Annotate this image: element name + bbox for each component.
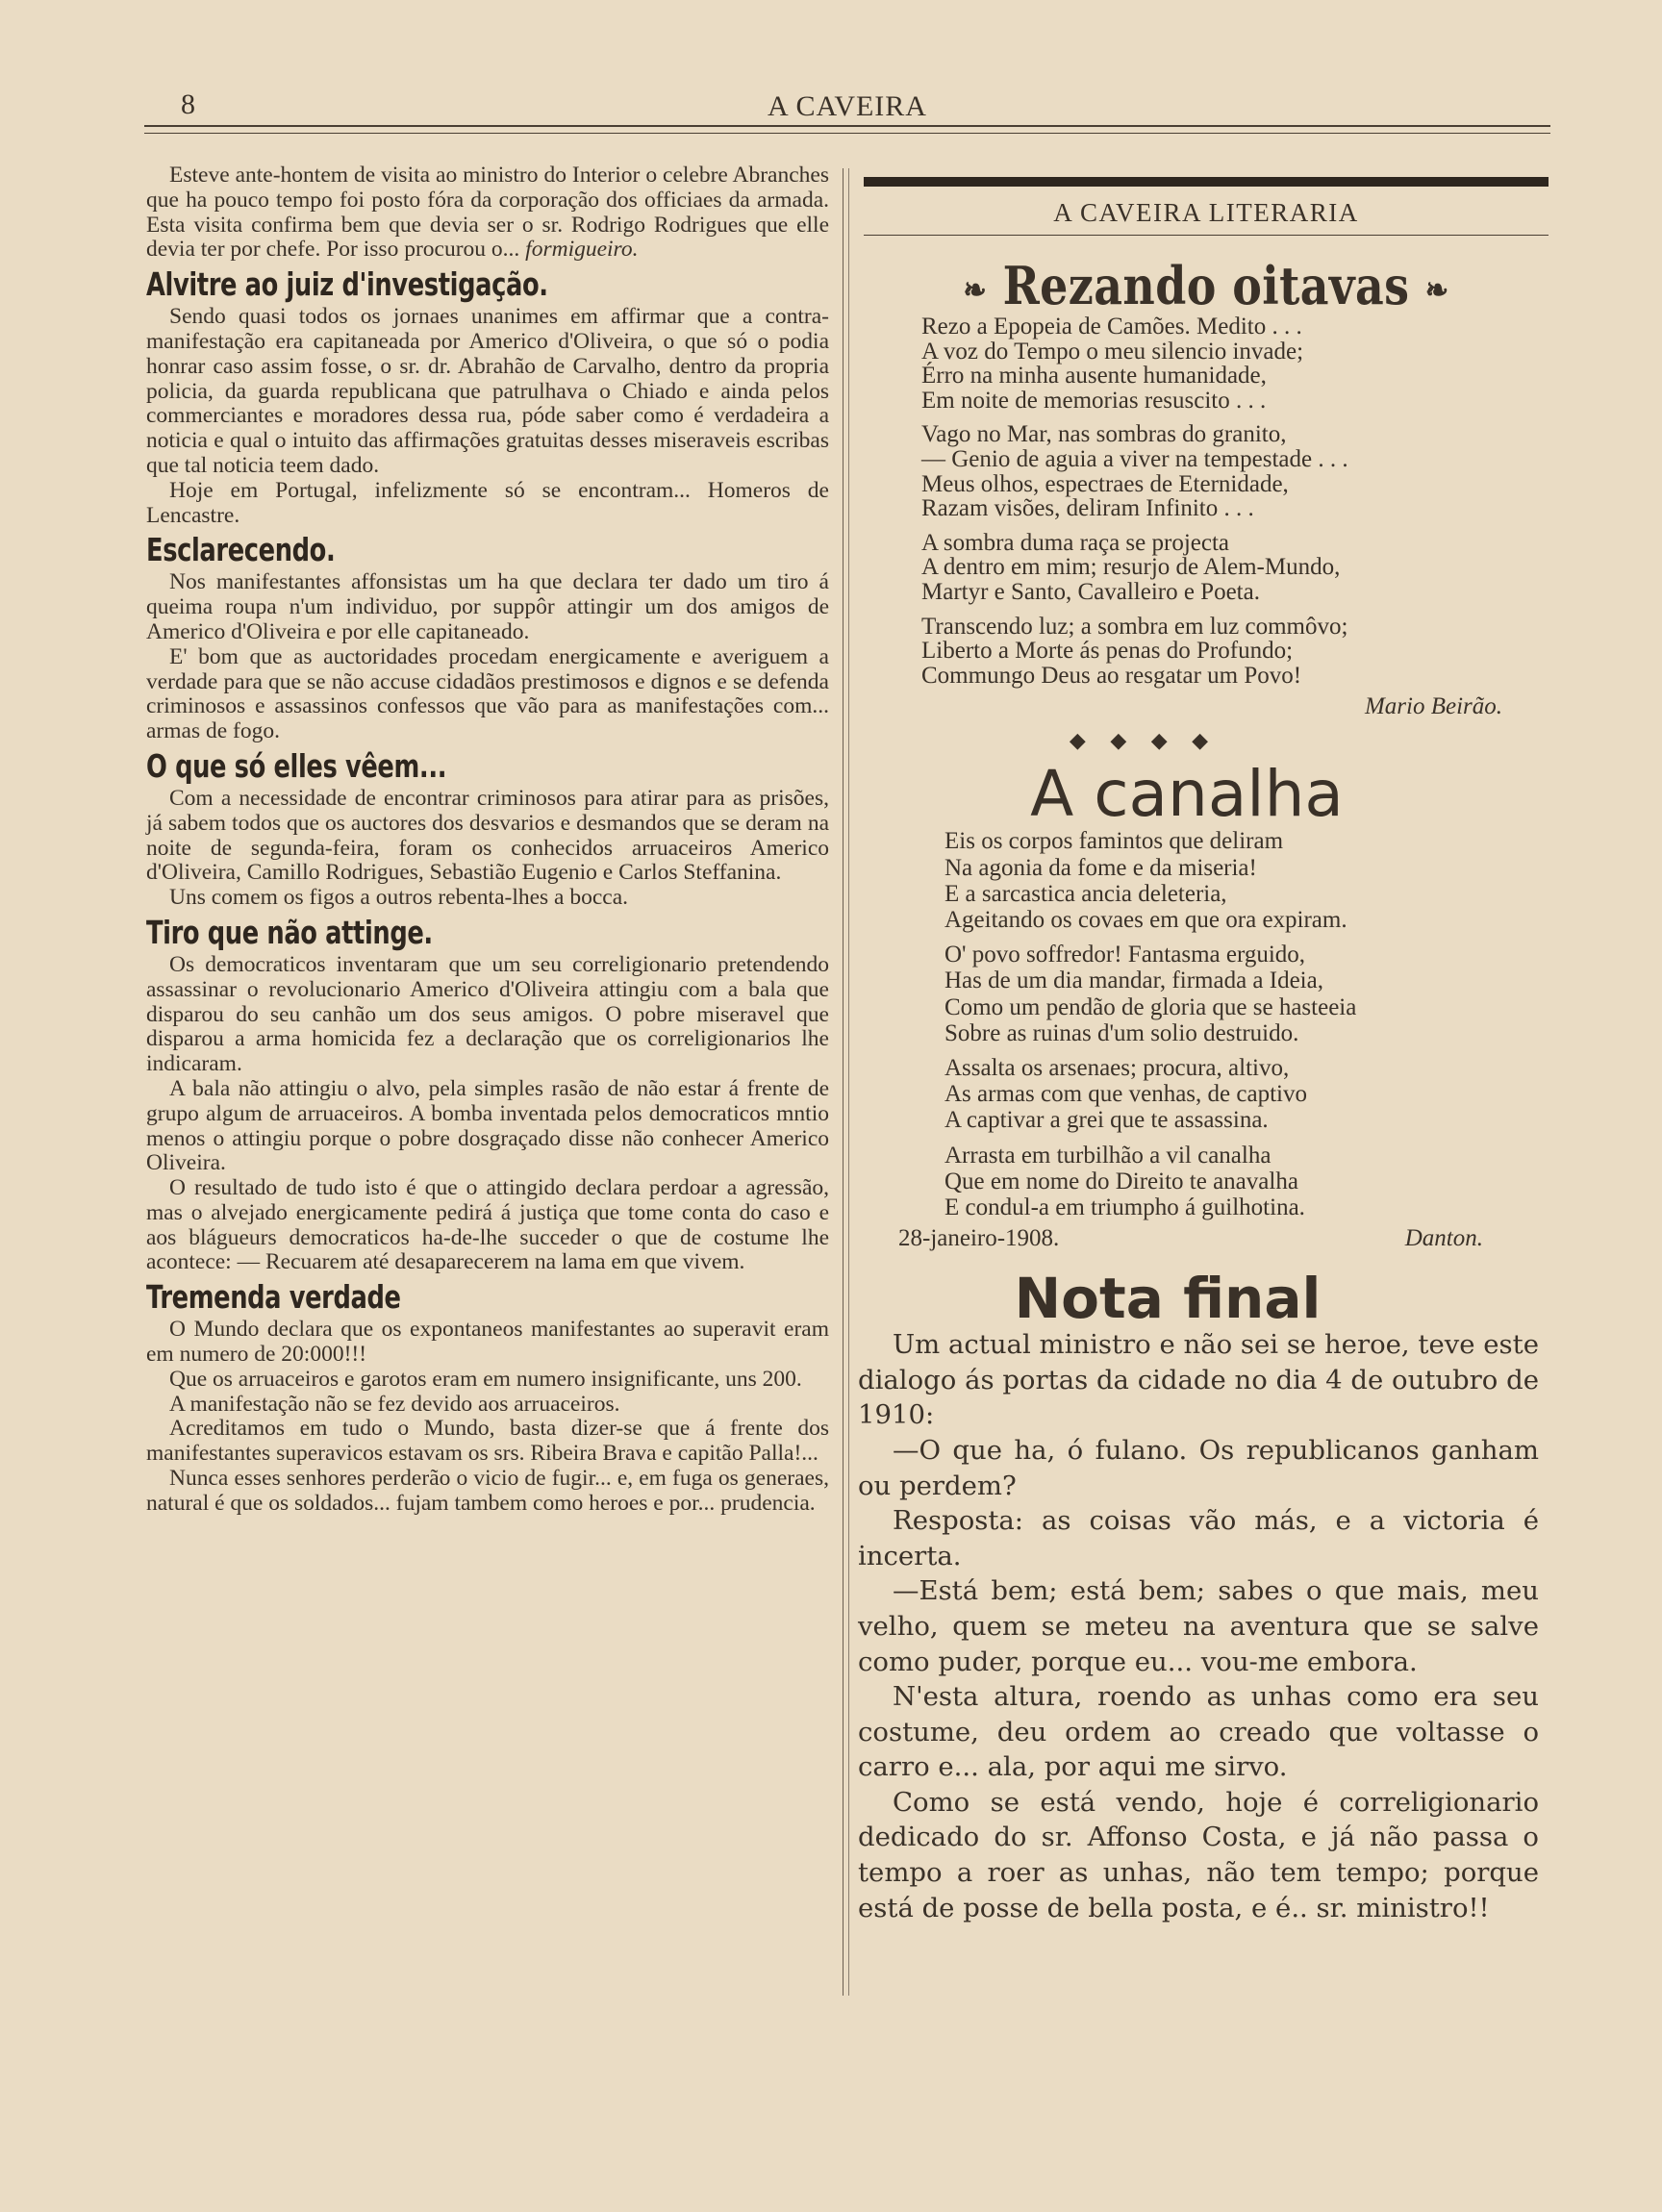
poem-line: Érro na minha ausente humanidade, bbox=[921, 363, 1267, 390]
poem-stanza bbox=[944, 1055, 1549, 1134]
poem-title: ❧ Rezando oitavas ❧ bbox=[963, 255, 1449, 316]
poem-stanza bbox=[921, 422, 1549, 520]
article-paragraph: Um actual ministro e não sei se heroe, teve este dialogo ás portas da cidade no dia 4 de outubro de 1910: bbox=[858, 1329, 1539, 1431]
article-paragraph: N'esta altura, roendo as unhas como era seu costume, deu ordem ao creado que voltasse o carro e... ala, por aqui me sirvo. bbox=[858, 1681, 1539, 1783]
poem-line: Vago no Mar, nas sombras do granito, bbox=[921, 421, 1287, 448]
intro-paragraph: Esteve ante-hontem de visita ao ministro do Interior o celebre Abranches que ha pouco tempo foi posto fóra da corporação dos officiaes da armada. Esta visita confirma bem que devia ser o sr. Rodrigo Rodrigues que elle devia ter por chefe. Por isso procurou o... formigueiro. bbox=[146, 163, 829, 263]
poem-line: Como um pendão de gloria que se hasteeia bbox=[944, 993, 1357, 1020]
poem-stanza bbox=[921, 314, 1549, 413]
poem-line: Rezo a Epopeia de Camões. Medito . . . bbox=[921, 314, 1302, 339]
poem-signature-row bbox=[864, 1225, 1549, 1254]
article-paragraph: —Está bem; está bem; sabes o que mais, meu velho, quem se meteu na aventura que se salve como puder, porque eu... vou-me embora. bbox=[858, 1575, 1539, 1677]
poem-line: — Genio de aguia a viver na tempestade . . . bbox=[921, 445, 1348, 472]
poem-author: Mario Beirão. bbox=[1364, 693, 1502, 720]
fleuron-icon: ❧ bbox=[1424, 270, 1449, 310]
article-paragraph: O resultado de tudo isto é que o attingido declara perdoar a agressão, mas o alvejado energicamente pedirá á justiça que tome conta do caso e aos blágueurs democraticos ha-de-lhe succeder o que de costume lhe acontece: — Recuarem até desaparecerem na lama em que vivem. bbox=[146, 1175, 829, 1275]
poem-line: Arrasta em turbilhão a vil canalha bbox=[944, 1142, 1272, 1169]
poem-author: Danton. bbox=[1404, 1225, 1483, 1252]
article-paragraph: Que os arruaceiros e garotos eram em numero insignificante, uns 200. bbox=[169, 1366, 802, 1392]
poem-line: A voz do Tempo o meu silencio invade; bbox=[921, 338, 1304, 364]
poem-body bbox=[944, 828, 1549, 1220]
article-heading: Esclarecendo. bbox=[146, 531, 336, 569]
article-paragraph: Nos manifestantes affonsistas um ha que declara ter dado um tiro á queima roupa n'um individuo, por suppôr attingir um dos amigos de Americo d'Oliveira e por elle capitaneado. bbox=[146, 569, 829, 644]
article-heading: Tiro que não attinge. bbox=[146, 913, 433, 951]
poem-line: Ageitando os covaes em que ora expiram. bbox=[944, 906, 1347, 933]
article-paragraph: Acreditamos em tudo o Mundo, basta dizer-se que á frente dos manifestantes superavicos estavam os srs. Ribeira Brava e capitão Palla!... bbox=[146, 1416, 829, 1467]
article-heading: O que só elles vêem... bbox=[146, 746, 447, 785]
poem-line: Na agonia da fome e da miseria! bbox=[944, 854, 1257, 881]
poem-line: A sombra duma raça se projecta bbox=[921, 529, 1230, 556]
article-paragraph: A bala não attingiu o alvo, pela simples rasão de não estar á frente de grupo algum de arruaceiros. A bomba inventada pelos democraticos mntio menos o attingiu porque o pobre dosgraçado disse não conhecer Americo Oliveira. bbox=[146, 1075, 829, 1176]
column-divider bbox=[848, 168, 849, 1996]
poem-line: Eis os corpos famintos que deliram bbox=[944, 828, 1284, 855]
article-paragraph: Hoje em Portugal, infelizmente só se encontram... Homeros de Lencastre. bbox=[146, 477, 829, 528]
right-column bbox=[858, 173, 1549, 1925]
article-paragraph: O Mundo declara que os expontaneos manifestantes ao superavit eram em numero de 20:000!!! bbox=[146, 1317, 829, 1368]
poem-line: Sobre as ruinas d'um solio destruido. bbox=[944, 1019, 1299, 1046]
article-paragraph: Como se está vendo, hoje é correligionario dedicado do sr. Affonso Costa, e já não passa o tempo a roer as unhas, não tem tempo; porque está de posse de bella posta, e é.. sr. ministro!! bbox=[858, 1786, 1539, 1923]
section-title: A CAVEIRA LITERARIA bbox=[1053, 198, 1359, 227]
poem-line: Commungo Deus ao resgatar um Povo! bbox=[921, 662, 1302, 689]
header-rule bbox=[144, 125, 1550, 134]
page-number: 8 bbox=[181, 88, 196, 120]
poem-line: Meus olhos, espectraes de Eternidade, bbox=[921, 470, 1289, 497]
poem-line: Has de um dia mandar, firmada a Ideia, bbox=[944, 968, 1323, 994]
article-paragraph: Os democraticos inventaram que um seu correligionario pretendendo assassinar o revolucionario Americo d'Oliveira attingiu com a bala que disparou do seu canhão um dos seus amigos. O pobre miseravel que disparou a arma homicida fez a declaração que os correligionarios lhe indicaram. bbox=[146, 951, 829, 1077]
article-paragraph: E' bom que as auctoridades procedam energicamente e averiguem a verdade para que se não accuse cidadãos prestimosos e dignos e se defenda criminosos e assassinos confessos que vão para as manifestações com... armas de fogo. bbox=[146, 643, 829, 744]
article-paragraph: Com a necessidade de encontrar criminosos para atirar para as prisões, já sabem todos que os auctores dos desvarios e desmandos que se deram na noite de segunda-feira, foram os conhecidos arruaceiros Americo d'Oliveira, Camillo Rodrigues, Sebastião Eugenio e Carlos Steffanina. bbox=[146, 785, 829, 886]
poem-line: Que em nome do Direito te anavalha bbox=[944, 1168, 1298, 1194]
poem-line: Martyr e Santo, Cavalleiro e Poeta. bbox=[921, 578, 1260, 605]
poem-line: As armas com que venhas, de captivo bbox=[944, 1081, 1307, 1108]
poem-stanza bbox=[921, 531, 1549, 605]
article-paragraph: Nunca esses senhores perderão o vicio de fugir... e, em fuga os generaes, natural é que os soldados... fujam tambem como heroes e por... prudencia. bbox=[146, 1466, 829, 1516]
article-paragraph: Uns comem os figos a outros rebenta-lhes a bocca. bbox=[169, 885, 629, 911]
poem-line: Transcendo luz; a sombra em luz commôvo; bbox=[921, 613, 1348, 640]
article-title: Nota final bbox=[1014, 1266, 1322, 1332]
poem-line: Em noite de memorias resuscito . . . bbox=[921, 387, 1267, 414]
article-paragraph: Sendo quasi todos os jornaes unanimes em affirmar que a contra-manifestação era capitaneada por Americo d'Oliveira, o que só o podia honrar caso assim fosse, o sr. dr. Abrahão de Carvalho, dentro da propria policia, da guarda republicana que patrulhava o Chiado e ainda pelos commerciantes e moradores dessa rua, póde saber como é verdadeira a noticia e qual o intuito das affirmações gratuitas desses miseraveis escribas que tal noticia teem dado. bbox=[146, 304, 829, 478]
poem-stanza bbox=[944, 942, 1549, 1046]
poem-date: 28-janeiro-1908. bbox=[898, 1225, 1060, 1252]
section-separator: ◆ ◆ ◆ ◆ bbox=[1069, 728, 1219, 753]
poem-line: A captivar a grei que te assassina. bbox=[944, 1107, 1269, 1134]
article-body bbox=[858, 1327, 1539, 1925]
article-paragraph: Resposta: as coisas vão más, e a victoria é incerta. bbox=[858, 1505, 1539, 1571]
poem-line: Liberto a Morte ás penas do Profundo; bbox=[921, 638, 1294, 665]
poem-stanza bbox=[921, 615, 1549, 689]
poem-title: A canalha bbox=[1030, 757, 1344, 832]
poem-line: E condul-a em triumpho á guilhotina. bbox=[944, 1194, 1305, 1220]
page-header bbox=[144, 88, 1550, 127]
poem-body bbox=[921, 314, 1549, 688]
column-divider bbox=[843, 168, 844, 1996]
article-paragraph: A manifestação não se fez devido aos arruaceiros. bbox=[169, 1391, 620, 1417]
poem-line: Razam visões, deliram Infinito . . . bbox=[921, 495, 1254, 522]
poem-stanza bbox=[944, 1143, 1549, 1221]
publication-title: A CAVEIRA bbox=[768, 90, 927, 122]
poem-line: Assalta os arsenaes; procura, altivo, bbox=[944, 1054, 1290, 1081]
section-bar bbox=[864, 177, 1549, 187]
poem-stanza bbox=[944, 828, 1549, 933]
article-heading: Tremenda verdade bbox=[146, 1278, 401, 1317]
poem-line: O' povo soffredor! Fantasma erguido, bbox=[944, 942, 1306, 968]
left-column bbox=[146, 163, 829, 1517]
article-paragraph: —O que ha, ó fulano. Os republicanos ganham ou perdem? bbox=[858, 1434, 1539, 1501]
section-rule bbox=[864, 235, 1549, 236]
poem-line: A dentro em mim; resurjo de Alem-Mundo, bbox=[921, 554, 1341, 581]
article-heading: Alvitre ao juiz d'investigação. bbox=[146, 265, 548, 304]
poem-line: E a sarcastica ancia deleteria, bbox=[944, 880, 1227, 907]
fleuron-icon: ❧ bbox=[963, 270, 988, 310]
